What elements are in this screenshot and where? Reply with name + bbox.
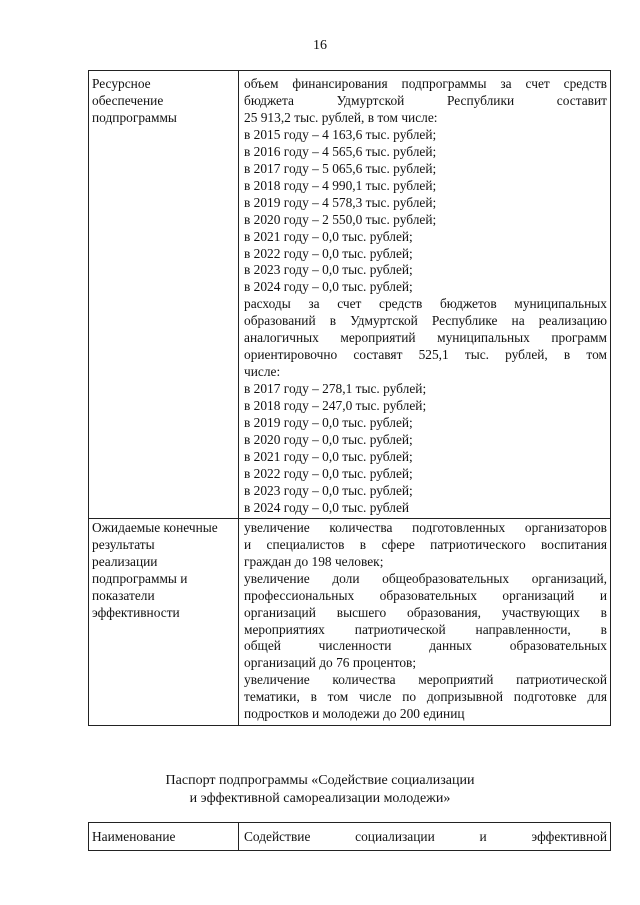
text-line: бюджета Удмуртской Республики составит	[244, 92, 607, 108]
text-line: мероприятиях патриотической направленности, в	[244, 621, 607, 637]
funding-year-line: в 2022 году – 0,0 тыс. рублей;	[244, 465, 413, 481]
subprogram-name-table	[88, 822, 611, 851]
funding-year-line: в 2016 году – 4 565,6 тыс. рублей;	[244, 143, 437, 159]
funding-year-line: в 2021 году – 0,0 тыс. рублей;	[244, 448, 413, 464]
text-line: числе:	[244, 364, 281, 380]
text-line: граждан до 198 человек;	[244, 553, 384, 569]
row-label-name	[89, 823, 239, 851]
label-line: подпрограммы	[92, 109, 177, 125]
text-line: Содействие социализации и эффективной	[244, 829, 607, 844]
label-line: обеспечение	[92, 92, 164, 108]
page-number: 16	[313, 38, 327, 53]
table-row	[89, 518, 611, 725]
text-line: расходы за счет средств бюджетов муниципальных	[244, 296, 607, 312]
row-value-name	[239, 823, 611, 851]
passport-heading-line: и эффективной самореализации молодежи»	[189, 791, 451, 806]
text-line: общей численности данных образовательных	[244, 638, 607, 654]
funding-year-line: в 2018 году – 4 990,1 тыс. рублей;	[244, 177, 437, 193]
funding-year-line: в 2017 году – 278,1 тыс. рублей;	[244, 381, 427, 397]
funding-year-line: в 2022 году – 0,0 тыс. рублей;	[244, 245, 413, 261]
funding-year-line: в 2021 году – 0,0 тыс. рублей;	[244, 228, 413, 244]
table-row	[89, 823, 611, 851]
label-line: реализации	[92, 553, 158, 569]
funding-year-line: в 2017 году – 5 065,6 тыс. рублей;	[244, 160, 437, 176]
text-line: организаций до 76 процентов;	[244, 655, 417, 671]
funding-year-line: в 2020 году – 0,0 тыс. рублей;	[244, 432, 413, 448]
table-row	[89, 71, 611, 519]
text-line: ориентировочно составят 525,1 тыс. рублей, в том	[244, 347, 607, 363]
funding-year-line: в 2024 году – 0,0 тыс. рублей	[244, 499, 410, 515]
text-line: аналогичных мероприятий муниципальных программ	[244, 330, 607, 346]
text-line: 25 913,2 тыс. рублей, в том числе:	[244, 109, 438, 125]
text-line: и специалистов в сфере патриотического воспитания	[244, 536, 607, 552]
label-line: показатели	[92, 587, 155, 603]
text-line: организаций высшего образования, участвующих в	[244, 604, 607, 620]
funding-year-line: в 2023 году – 0,0 тыс. рублей;	[244, 262, 413, 278]
row-label-resources	[89, 71, 239, 519]
funding-year-line: в 2023 году – 0,0 тыс. рублей;	[244, 482, 413, 498]
label-line: подпрограммы и	[92, 570, 188, 586]
text-line: увеличение количества мероприятий патриотической	[244, 672, 607, 688]
label-line: Ресурсное	[92, 76, 151, 91]
text-line: увеличение доли общеобразовательных организаций,	[244, 570, 607, 586]
label-line: Ожидаемые конечные	[92, 519, 218, 535]
row-value-results	[239, 518, 611, 725]
funding-year-line: в 2018 году – 247,0 тыс. рублей;	[244, 398, 427, 414]
text-line: увеличение количества подготовленных организаторов	[244, 519, 607, 535]
text-line: профессиональных образовательных организаций и	[244, 587, 607, 603]
passport-heading	[0, 772, 640, 808]
passport-heading-line: Паспорт подпрограммы «Содействие социализации	[165, 773, 475, 788]
funding-year-line: в 2019 году – 0,0 тыс. рублей;	[244, 415, 413, 431]
label-line: результаты	[92, 536, 155, 552]
text-line: тематики, в том числе по допризывной подготовке для	[244, 689, 607, 705]
funding-year-line: в 2020 году – 2 550,0 тыс. рублей;	[244, 211, 437, 227]
label-line: Наименование	[92, 829, 176, 844]
funding-year-line: в 2024 году – 0,0 тыс. рублей;	[244, 279, 413, 295]
funding-year-line: в 2019 году – 4 578,3 тыс. рублей;	[244, 194, 437, 210]
subprogram-passport-table	[88, 70, 611, 726]
funding-year-line: в 2015 году – 4 163,6 тыс. рублей;	[244, 126, 437, 142]
row-value-resources	[239, 71, 611, 519]
label-line: эффективности	[92, 604, 180, 620]
row-label-results	[89, 518, 239, 725]
text-line: подростков и молодежи до 200 единиц	[244, 706, 465, 722]
text-line: объем финансирования подпрограммы за счет средств	[244, 76, 607, 91]
text-line: образований в Удмуртской Республике на реализацию	[244, 313, 607, 329]
